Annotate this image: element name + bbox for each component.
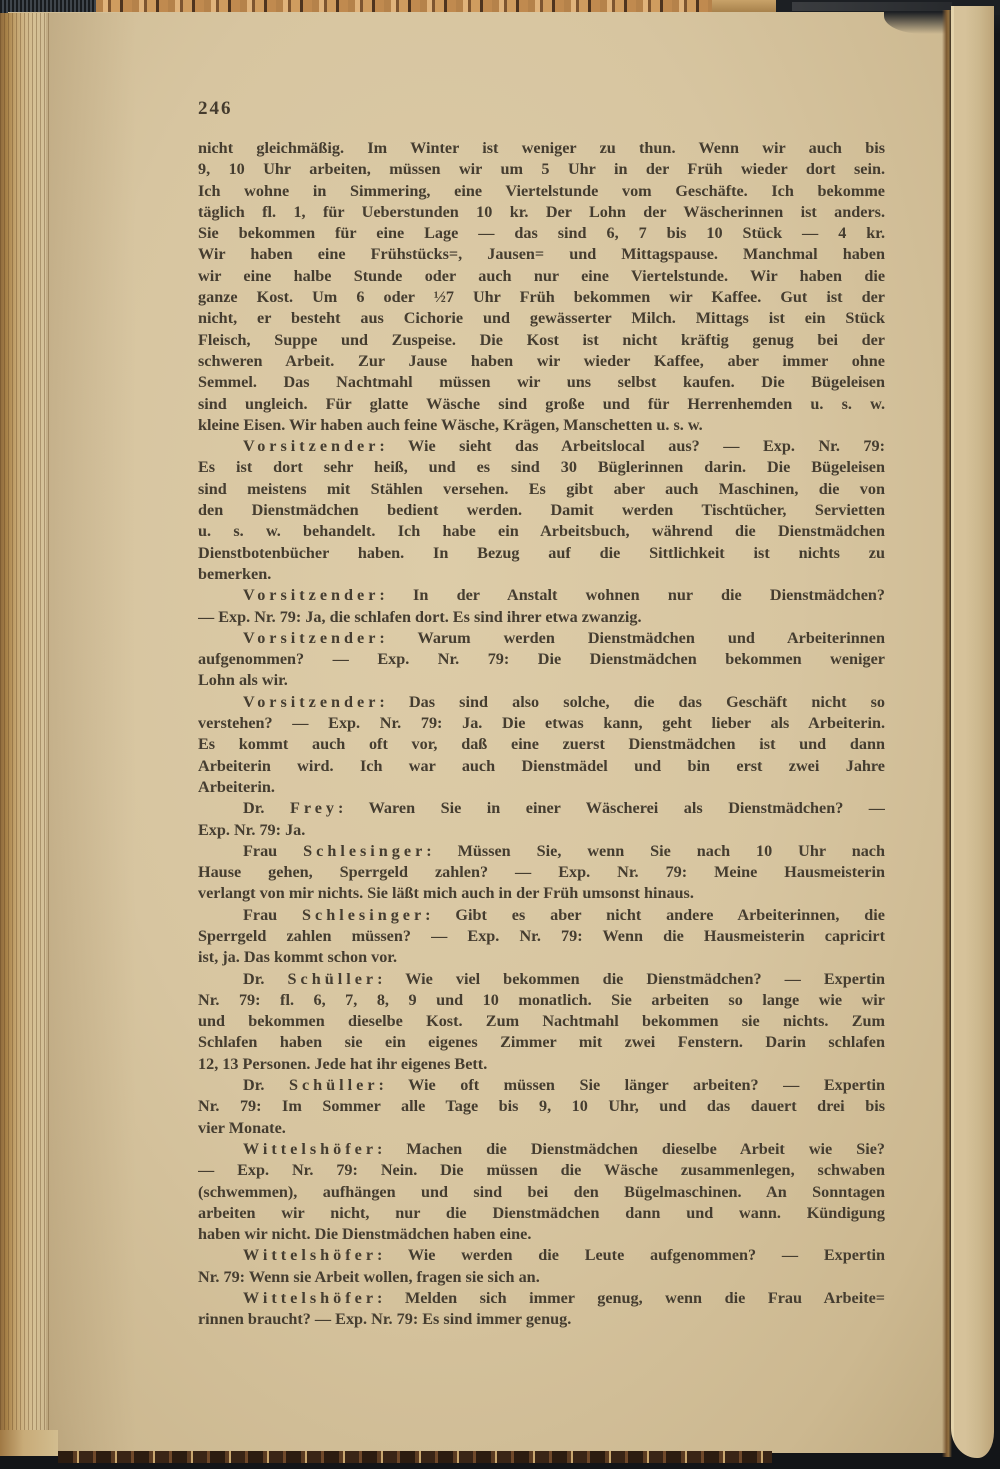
text-line: [198, 223, 885, 244]
line-text: Arbeiterin wird. Ich war auch Dienstmädel und bin erst zwei Jahre: [198, 756, 885, 775]
text-line: [198, 1096, 885, 1117]
text-line: [198, 521, 885, 542]
left-page-edges: [0, 13, 50, 1456]
text-line: [198, 308, 885, 329]
line-text: kleine Eisen. Wir haben auch feine Wäsche, Krägen, Manschetten u. s. w.: [198, 415, 703, 434]
line-text: sind meistens mit Stählen versehen. Es gibt aber auch Maschinen, die von: [198, 479, 885, 498]
line-text: und bekommen dieselbe Kost. Zum Nachtmahl bekommen sie nichts. Zum: [198, 1012, 885, 1031]
line-text: Nr. 79: Wenn sie Arbeit wollen, fragen sie sich an.: [198, 1267, 540, 1286]
text-line: [198, 1054, 885, 1075]
text-line: [198, 159, 885, 180]
text-line: [198, 607, 885, 628]
line-text: : Melden sich immer genug, wenn die Frau Arbeite=: [377, 1289, 885, 1308]
text-line: [198, 862, 885, 883]
text-line: [198, 287, 885, 308]
text-line: [198, 479, 885, 500]
text-line: [198, 415, 885, 436]
line-text: Lohn als wir.: [198, 671, 288, 690]
line-text: : Müssen Sie, wenn Sie nach 10 Uhr nach: [426, 841, 885, 860]
speaker-name: Vorsitzender: [243, 628, 380, 647]
text-line: [198, 138, 885, 159]
line-text: Sie bekommen für eine Lage — das sind 6, 7 bis 10 Stück — 4 kr.: [198, 224, 885, 243]
text-line: [198, 372, 885, 393]
line-text: ist, ja. Das kommt schon vor.: [198, 948, 398, 967]
line-text: : Das sind also solche, die das Geschäft nicht so: [379, 692, 885, 711]
line-text: 9, 10 Uhr arbeiten, müssen wir um 5 Uhr in der Früh wieder dort sein.: [198, 160, 885, 179]
text-line: [198, 564, 885, 585]
speaker-prefix: Dr.: [243, 799, 290, 818]
line-text: Wir haben eine Frühstücks=, Jausen= und Mittagspause. Manchmal haben: [198, 245, 885, 264]
text-line: [198, 1245, 885, 1266]
text-line: [198, 1309, 885, 1330]
line-text: Semmel. Das Nachtmahl müssen wir uns selbst kaufen. Die Bügeleisen: [198, 373, 885, 392]
line-text: den Dienstmädchen bedient werden. Damit werden Tischtücher, Servietten: [198, 501, 885, 520]
text-line: [198, 585, 885, 606]
line-text: — Exp. Nr. 79: Ja, die schlafen dort. Es sind ihrer etwa zwanzig.: [198, 607, 642, 626]
text-line: [198, 1267, 885, 1288]
speaker-prefix: Dr.: [243, 1076, 289, 1095]
line-text: täglich fl. 1, für Ueberstunden 10 kr. Der Lohn der Wäscherinnen ist anders.: [198, 202, 885, 221]
speaker-name: Vorsitzender: [243, 692, 380, 711]
text-line: [198, 883, 885, 904]
line-text: schweren Arbeit. Zur Jause haben wir wieder Kaffee, aber immer ohne: [198, 351, 885, 370]
text-line: [198, 1032, 885, 1053]
text-line: [198, 1203, 885, 1224]
text-line: [198, 713, 885, 734]
line-text: Fleisch, Suppe und Zuspeise. Die Kost ist nicht kräftig genug bei der: [198, 330, 885, 349]
gutter-shadow: [46, 13, 136, 1456]
line-text: : Wie werden die Leute aufgenommen? — Expertin: [377, 1246, 885, 1265]
text-line: [198, 436, 885, 457]
line-text: — Exp. Nr. 79: Nein. Die müssen die Wäsche zusammenlegen, schwaben: [198, 1161, 885, 1180]
line-text: Schlafen haben sie ein eigenes Zimmer mit zwei Fenstern. Darin schlafen: [198, 1033, 885, 1052]
line-text: verstehen? — Exp. Nr. 79: Ja. Die etwas kann, geht lieber als Arbeiterin.: [198, 714, 885, 733]
line-text: : Wie oft müssen Sie länger arbeiten? — Expertin: [378, 1076, 885, 1095]
line-text: aufgenommen? — Exp. Nr. 79: Die Dienstmädchen bekommen weniger: [198, 650, 885, 669]
text-line: [198, 1118, 885, 1139]
text-block: [198, 138, 885, 1331]
line-text: Sperrgeld zahlen müssen? — Exp. Nr. 79: Wenn die Hausmeisterin capricirt: [198, 926, 885, 945]
speaker-name: Vorsitzender: [243, 437, 380, 456]
page-number: 246: [198, 98, 233, 119]
text-line: [198, 1011, 885, 1032]
line-text: bemerken.: [198, 564, 272, 583]
text-line: [198, 798, 885, 819]
text-line: [198, 1075, 885, 1096]
line-text: vier Monate.: [198, 1118, 286, 1137]
line-text: Arbeiterin.: [198, 777, 275, 796]
text-line: [198, 990, 885, 1011]
line-text: haben wir nicht. Die Dienstmädchen haben eine.: [198, 1225, 532, 1244]
text-line: [198, 777, 885, 798]
text-line: [198, 394, 885, 415]
text-line: [198, 1182, 885, 1203]
line-text: Es ist dort sehr heiß, und es sind 30 Büglerinnen darin. Die Bügeleisen: [198, 458, 885, 477]
bottom-edge-marbling: [58, 1451, 772, 1463]
text-line: [198, 670, 885, 691]
line-text: (schwemmen), aufhängen und sind bei den Bügelmaschinen. An Sonntagen: [198, 1182, 885, 1201]
text-line: [198, 1224, 885, 1245]
speaker-name: Wittelshöfer: [243, 1289, 378, 1308]
bottom-left-page-stack: [0, 1430, 58, 1456]
speaker-prefix: Frau: [243, 905, 303, 924]
right-page-curl: [951, 6, 994, 1458]
text-line: [198, 202, 885, 223]
line-text: Es kommt auch oft vor, daß eine zuerst Dienstmädchen ist und dann: [198, 735, 885, 754]
line-text: 12, 13 Personen. Jede hat ihr eigenes Bett.: [198, 1054, 488, 1073]
text-line: [198, 820, 885, 841]
line-text: Nr. 79: fl. 6, 7, 8, 9 und 10 monatlich. Sie arbeiten so lange wie wir: [198, 990, 885, 1009]
speaker-prefix: Frau: [243, 841, 304, 860]
text-line: [198, 756, 885, 777]
scanned-page: [8, 12, 948, 1453]
line-text: Ich wohne in Simmering, eine Viertelstunde vom Geschäfte. Ich bekomme: [198, 181, 885, 200]
line-text: Nr. 79: Im Sommer alle Tage bis 9, 10 Uhr, und das dauert drei bis: [198, 1097, 885, 1116]
text-line: [198, 181, 885, 202]
line-text: : Warum werden Dienstmädchen und Arbeiterinnen: [379, 628, 885, 647]
line-text: : Gibt es aber nicht andere Arbeiterinnen, die: [425, 905, 885, 924]
text-line: [198, 926, 885, 947]
speaker-name: Schüller: [287, 969, 378, 988]
line-text: sind ungleich. Für glatte Wäsche sind große und für Herrenhemden u. s. w.: [198, 394, 885, 413]
text-line: [198, 1160, 885, 1181]
text-line: [198, 905, 885, 926]
line-text: arbeiten wir nicht, nur die Dienstmädchen dann und wann. Kündigung: [198, 1203, 885, 1222]
line-text: Dienstbotenbücher haben. In Bezug auf die Sittlichkeit ist nichts zu: [198, 543, 885, 562]
line-text: nicht gleichmäßig. Im Winter ist weniger zu thun. Wenn wir auch bis: [198, 139, 885, 157]
line-text: : Wie viel bekommen die Dienstmädchen? — Expertin: [377, 969, 885, 988]
text-line: [198, 1288, 885, 1309]
text-line: [198, 266, 885, 287]
text-line: [198, 841, 885, 862]
binding-cloth-highlight: [792, 2, 952, 11]
speaker-name: Wittelshöfer: [243, 1246, 378, 1265]
line-text: : Wie sieht das Arbeitslocal aus? — Exp. Nr. 79:: [379, 437, 885, 456]
line-text: Hause gehen, Sperrgeld zahlen? — Exp. Nr. 79: Meine Hausmeisterin: [198, 863, 885, 882]
speaker-name: Schlesinger: [303, 841, 427, 860]
line-text: ganze Kost. Um 6 oder ½7 Uhr Früh bekommen wir Kaffee. Gut ist der: [198, 288, 885, 307]
speaker-name: Wittelshöfer: [243, 1139, 378, 1158]
speaker-name: Vorsitzender: [243, 586, 380, 605]
text-line: [198, 1139, 885, 1160]
speaker-name: Frey: [289, 799, 339, 818]
text-line: [198, 500, 885, 521]
text-line: [198, 734, 885, 755]
text-line: [198, 351, 885, 372]
line-text: u. s. w. behandelt. Ich habe ein Arbeitsbuch, während die Dienstmädchen: [198, 522, 885, 541]
text-line: [198, 947, 885, 968]
text-line: [198, 543, 885, 564]
speaker-prefix: Dr.: [243, 969, 288, 988]
line-text: wir eine halbe Stunde oder auch nur eine Viertelstunde. Wir haben die: [198, 266, 885, 285]
text-line: [198, 457, 885, 478]
text-line: [198, 649, 885, 670]
line-text: rinnen braucht? — Exp. Nr. 79: Es sind immer genug.: [198, 1310, 572, 1329]
line-text: verlangt von mir nichts. Sie läßt mich auch in der Früh umsonst hinaus.: [198, 884, 694, 903]
speaker-name: Schlesinger: [302, 905, 426, 924]
text-line: [198, 244, 885, 265]
text-line: [198, 692, 885, 713]
text-line: [198, 330, 885, 351]
line-text: : In der Anstalt wohnen nur die Dienstmädchen?: [379, 586, 885, 605]
text-line: [198, 969, 885, 990]
line-text: nicht, er besteht aus Cichorie und gewässerter Milch. Mittags ist ein Stück: [198, 309, 885, 328]
line-text: : Waren Sie in einer Wäscherei als Dienstmädchen? —: [338, 799, 885, 818]
line-text: : Machen die Dienstmädchen dieselbe Arbeit wie Sie?: [377, 1139, 885, 1158]
line-text: Exp. Nr. 79: Ja.: [198, 820, 306, 839]
text-line: [198, 628, 885, 649]
speaker-name: Schüller: [288, 1076, 379, 1095]
